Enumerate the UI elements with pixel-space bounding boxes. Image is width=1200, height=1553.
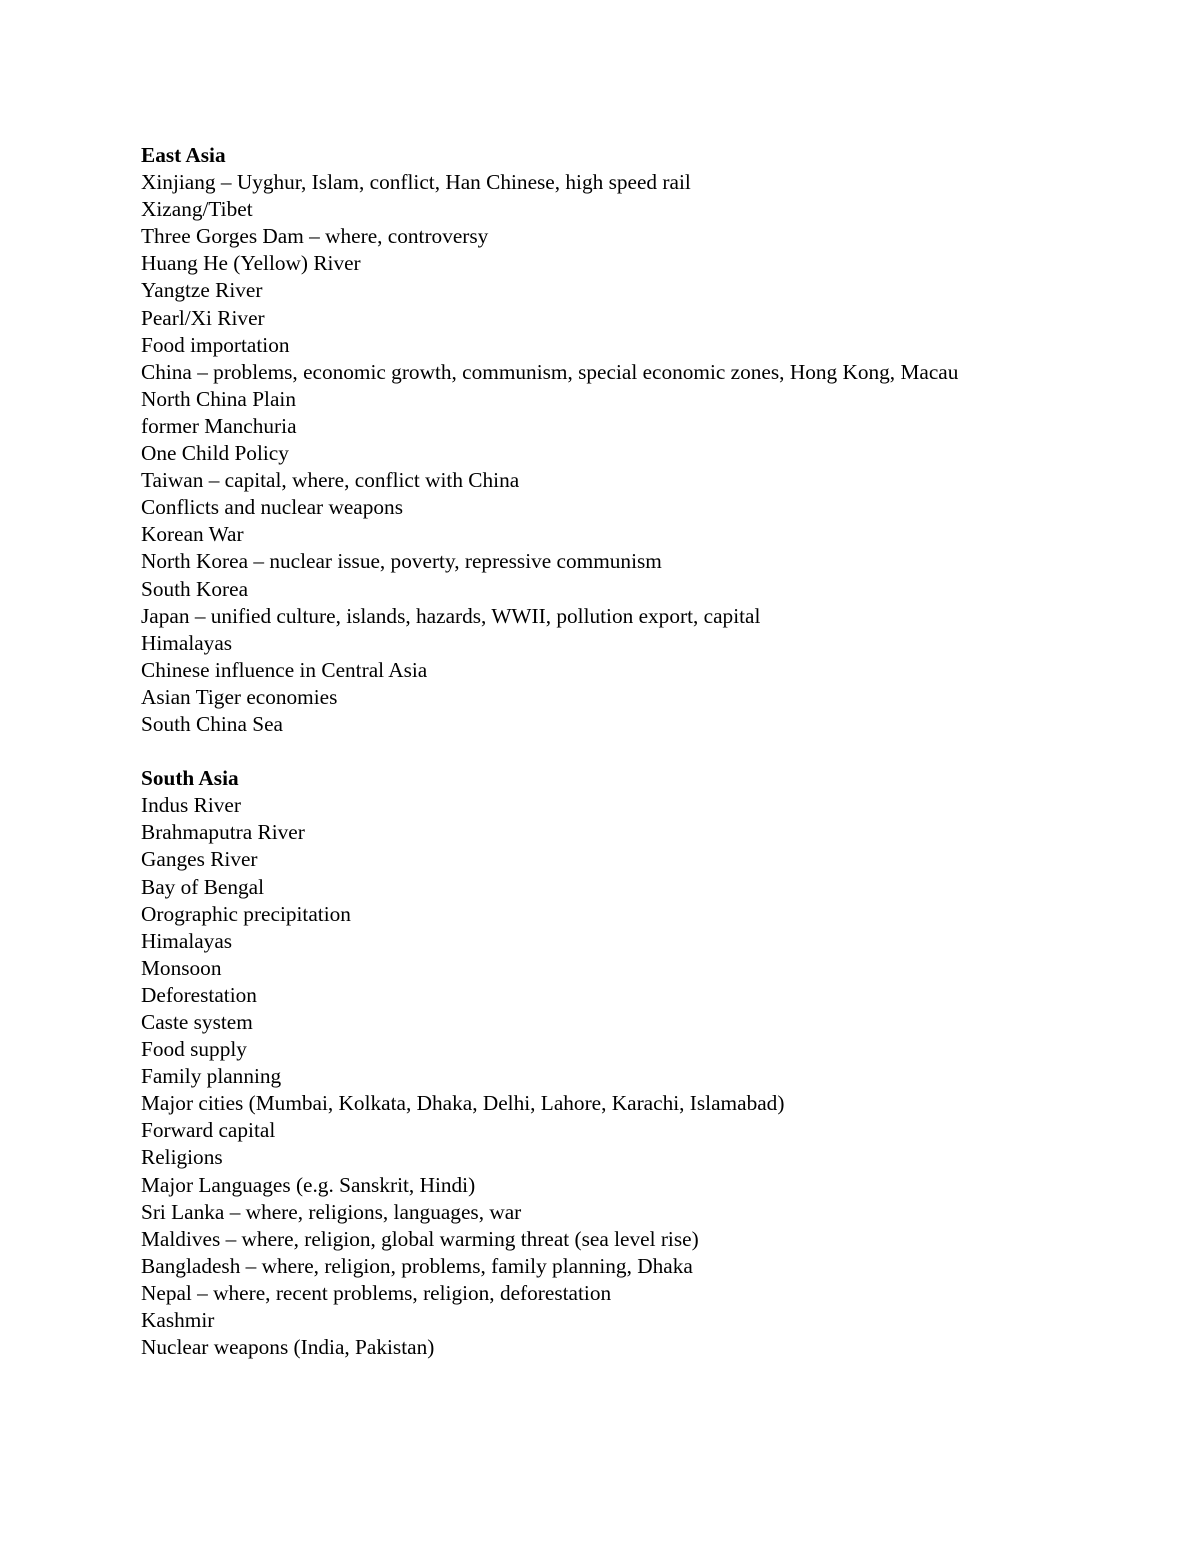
list-item: Korean War	[141, 522, 244, 547]
list-item: Conflicts and nuclear weapons	[141, 495, 403, 520]
section-spacer	[141, 738, 1141, 765]
list-item: Indus River	[141, 793, 241, 818]
document-body	[141, 142, 1141, 1361]
list-item: Food importation	[141, 332, 290, 357]
list-item: Xizang/Tibet	[141, 197, 253, 222]
list-item: Ganges River	[141, 847, 258, 872]
list-item: Family planning	[141, 1064, 282, 1089]
list-item: North China Plain	[141, 386, 296, 411]
list-item: Food supply	[141, 1037, 247, 1062]
list-item: Major cities (Mumbai, Kolkata, Dhaka, Delhi, Lahore, Karachi, Islamabad)	[141, 1091, 785, 1116]
list-item: Maldives – where, religion, global warming threat (sea level rise)	[141, 1226, 699, 1251]
list-item: Sri Lanka – where, religions, languages, war	[141, 1199, 522, 1224]
section-heading: South Asia	[141, 766, 239, 791]
list-item: Caste system	[141, 1010, 253, 1034]
list-item: Nuclear weapons (India, Pakistan)	[141, 1335, 435, 1360]
list-item: Forward capital	[141, 1118, 276, 1143]
list-item: Monsoon	[141, 955, 222, 980]
list-item: Bay of Bengal	[141, 874, 265, 899]
section-1	[141, 765, 1141, 1361]
section-heading: East Asia	[141, 143, 226, 167]
list-item: Kashmir	[141, 1308, 215, 1333]
list-item: Pearl/Xi River	[141, 305, 265, 330]
list-item: Xinjiang – Uyghur, Islam, conflict, Han Chinese, high speed rail	[141, 170, 691, 195]
list-item: Religions	[141, 1145, 223, 1170]
list-item: Three Gorges Dam – where, controversy	[141, 224, 489, 249]
list-item: Orographic precipitation	[141, 901, 351, 926]
list-item: Asian Tiger economies	[141, 684, 338, 709]
list-item: Major Languages (e.g. Sanskrit, Hindi)	[141, 1172, 476, 1197]
list-item: North Korea – nuclear issue, poverty, repressive communism	[141, 549, 662, 574]
list-item: Chinese influence in Central Asia	[141, 657, 428, 682]
list-item: One Child Policy	[141, 441, 289, 466]
list-item: South China Sea	[141, 711, 283, 736]
list-item: Yangtze River	[141, 278, 263, 303]
list-item: Bangladesh – where, religion, problems, family planning, Dhaka	[141, 1253, 693, 1278]
list-item: Himalayas	[141, 928, 233, 953]
list-item: Himalayas	[141, 630, 233, 655]
list-item: Taiwan – capital, where, conflict with China	[141, 468, 520, 493]
list-item: Nepal – where, recent problems, religion, deforestation	[141, 1280, 612, 1305]
section-0	[141, 142, 1141, 738]
list-item: South Korea	[141, 576, 249, 601]
list-item: Japan – unified culture, islands, hazards, WWII, pollution export, capital	[141, 603, 761, 628]
list-item: Deforestation	[141, 982, 257, 1007]
list-item: former Manchuria	[141, 413, 297, 438]
list-item: Brahmaputra River	[141, 820, 305, 845]
list-item: China – problems, economic growth, communism, special economic zones, Hong Kong, Macau	[141, 359, 959, 384]
list-item: Huang He (Yellow) River	[141, 251, 361, 276]
